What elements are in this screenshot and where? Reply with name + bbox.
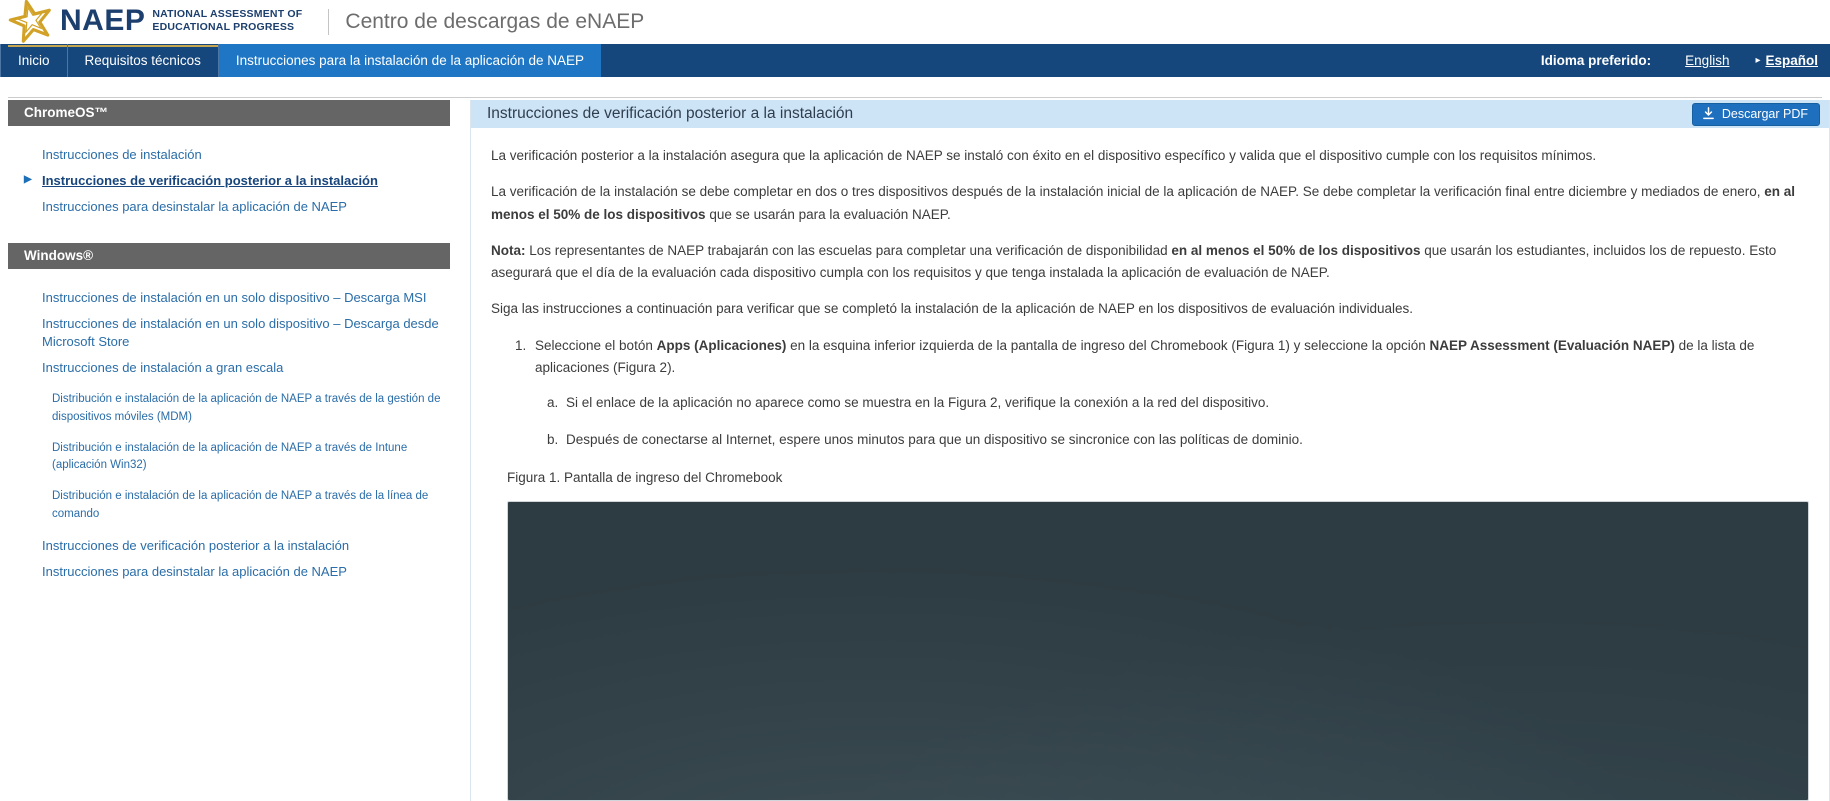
download-pdf-button[interactable] [1692, 103, 1820, 126]
main-content [470, 100, 1830, 801]
paragraphs [491, 145, 1809, 321]
figure-chromebook-login-screen [507, 501, 1809, 801]
sidebar-link[interactable]: Instrucciones para desinstalar la aplicación de NAEP [42, 199, 347, 215]
language-switcher [1541, 44, 1830, 77]
primary-nav [0, 44, 1830, 77]
download-pdf-label: Descargar PDF [1721, 106, 1808, 121]
step-item [515, 335, 1809, 380]
language-label: Idioma preferido: [1540, 53, 1652, 68]
sidebar-link[interactable]: Instrucciones de instalación a gran escala [42, 360, 284, 376]
site-header [0, 0, 1830, 44]
active-link-marker-icon: ▶ [24, 174, 32, 186]
naep-org-text [152, 8, 302, 33]
sidebar-link[interactable]: Distribución e instalación de la aplicación de NAEP a través de la línea de comando [52, 490, 429, 520]
sidebar-section [8, 100, 450, 243]
sidebar-link[interactable]: Instrucciones para desinstalar la aplicación de NAEP [42, 564, 347, 579]
substep-letter: b. [547, 432, 559, 448]
step-text: Seleccione el botón Apps (Aplicaciones) en la esquina inferior izquierda de la pantalla de ingreso del Chromebook (Figura 1) y seleccione la opción NAEP Assessment (Evaluación NAEP) de la lista de aplicaciones (Figura 2). [535, 337, 1755, 375]
nav-tab-active[interactable]: Instrucciones para la instalación de la aplicación de NAEP [219, 44, 601, 77]
body-paragraph: Siga las instrucciones a continuación para verificar que se completó la instalación de la aplicación de NAEP en los dispositivos de evaluación individuales. [491, 301, 1414, 317]
naep-logo[interactable] [8, 0, 312, 47]
nav-tab[interactable]: Inicio [0, 44, 67, 77]
sidebar-link-list [8, 269, 450, 608]
sidebar-link[interactable]: Instrucciones de instalación en un solo dispositivo – Descarga desde Microsoft Store [42, 315, 439, 349]
substep-item [547, 392, 1809, 414]
step-number: 1. [515, 337, 527, 353]
article-body [471, 128, 1829, 801]
substep-item [547, 429, 1809, 451]
naep-org-line1: NATIONAL ASSESSMENT OF [152, 7, 303, 20]
sidebar-link-list [8, 126, 450, 243]
language-link-spanish-label: Español [1765, 53, 1818, 68]
body-paragraph: Nota: Los representantes de NAEP trabajarán con las escuelas para completar una verificación de disponibilidad en al menos el 50% de los dispositivos que usarán los estudiantes, incluidos los de repuesto. Esto asegurará que el día de la evaluación cada dispositivo cumpla con los requisitos y que tenga instalada la aplicación de evaluación de NAEP. [491, 242, 1777, 281]
naep-acronym: NAEP [60, 3, 146, 37]
nav-tab[interactable]: Requisitos técnicos [67, 44, 219, 77]
substep-text: Si el enlace de la aplicación no aparece como se muestra en la Figura 2, verifique la conexión a la red del dispositivo. [566, 395, 1270, 411]
sidebar-link[interactable]: Instrucciones de verificación posterior a la instalación [42, 537, 350, 553]
sidebar-link-active[interactable]: ▶ Instrucciones de verificación posterior a la instalación [24, 173, 378, 189]
substep-text: Después de conectarse al Internet, espere unos minutos para que un dispositivo se sincronice con las políticas de dominio. [566, 432, 1303, 448]
caret-right-icon: ▸ [1755, 55, 1761, 66]
sidebar [8, 100, 450, 607]
body-paragraph: La verificación posterior a la instalación asegura que la aplicación de NAEP se instaló con éxito en el dispositivo específico y valida que el dispositivo cumple con los requisitos mínimos. [491, 148, 1597, 163]
naep-star-icon [8, 0, 54, 46]
page-title: Instrucciones de verificación posterior a la instalación [487, 105, 854, 122]
sidebar-section-header: ChromeOS™ [8, 100, 450, 126]
language-link-spanish[interactable] [1755, 53, 1818, 68]
page-title-bar [471, 100, 1829, 128]
header-divider [328, 9, 329, 35]
sidebar-link[interactable]: Instrucciones de instalación en un solo dispositivo – Descarga MSI [42, 289, 427, 305]
sidebar-section-header: Windows® [8, 243, 450, 269]
sidebar-link[interactable]: Instrucciones de instalación [42, 147, 202, 162]
substep-letter: a. [547, 395, 559, 411]
naep-org-line2: EDUCATIONAL PROGRESS [152, 20, 295, 33]
body-paragraph: La verificación de la instalación se debe completar en dos o tres dispositivos después de la instalación inicial de la aplicación de NAEP. Se debe completar la verificación final entre diciembre y mediados de enero, en al menos el 50% de los dispositivos que se usarán para la evaluación NAEP. [491, 184, 1795, 222]
language-link-english[interactable]: English [1685, 53, 1730, 68]
sidebar-link[interactable]: Distribución e instalación de la aplicación de NAEP a través de Intune (aplicación Win32) [52, 441, 408, 472]
site-title: Centro de descargas de eNAEP [345, 10, 645, 33]
sidebar-link[interactable]: Distribución e instalación de la aplicación de NAEP a través de la gestión de dispositivos móviles (MDM) [52, 393, 441, 423]
content-divider [8, 97, 1822, 98]
figure-caption: Figura 1. Pantalla de ingreso del Chromebook [507, 469, 783, 485]
download-icon [1702, 107, 1715, 120]
nav-tabs [0, 44, 601, 77]
content-columns [8, 100, 1822, 801]
sidebar-section [8, 243, 450, 608]
steps [491, 335, 1809, 452]
